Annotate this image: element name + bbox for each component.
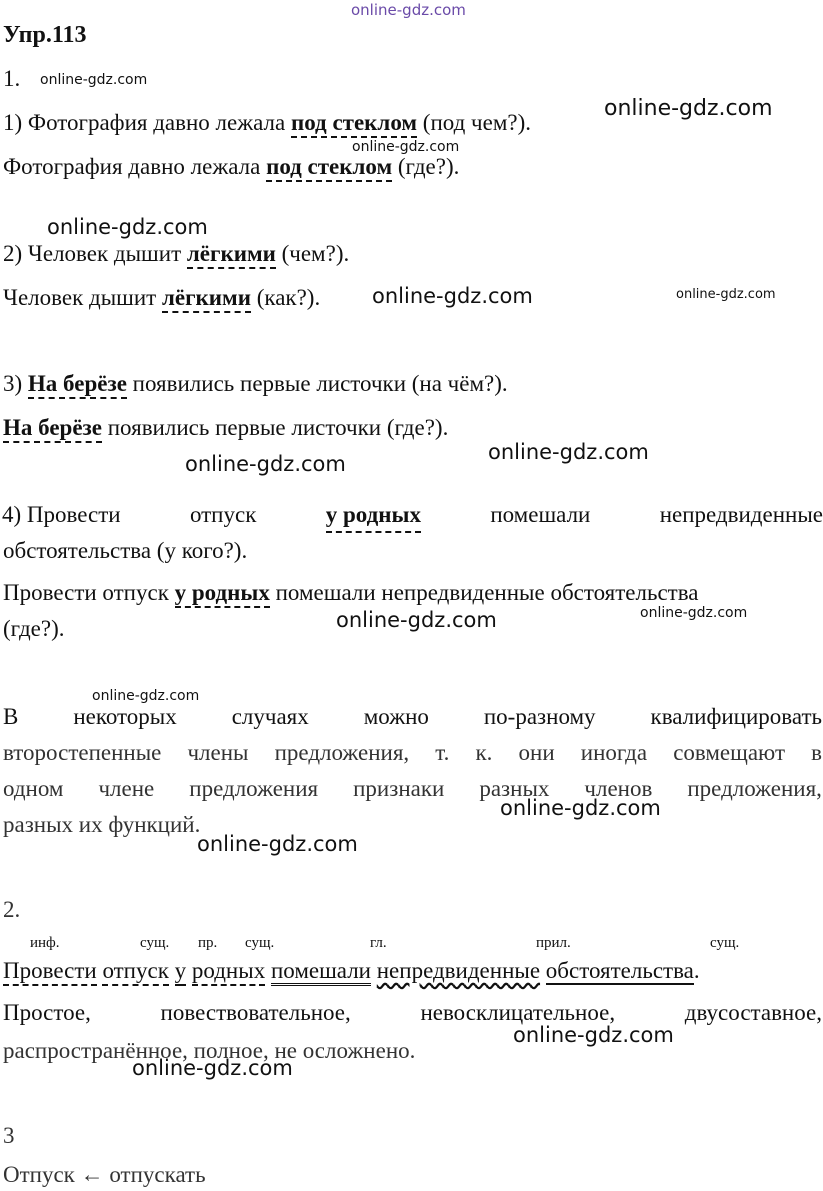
note-line-3: одном члене предложения признаки разных членов предложения,	[3, 776, 822, 801]
pos-label: сущ.	[140, 935, 170, 951]
sentence-2b: Человек дышит лёгкими (как?).	[3, 283, 320, 313]
note-line-1: В некоторых случаях можно по-разному квалифицировать	[3, 704, 822, 729]
pos-label: инф.	[30, 935, 60, 951]
sentence-1a: 1) Фотография давно лежала под стеклом (под чем?).	[3, 108, 531, 138]
sentence-2a: 2) Человек дышит лёгкими (чем?).	[3, 239, 349, 269]
pos-label: пр.	[198, 935, 218, 951]
watermark: online-gdz.com	[197, 832, 358, 856]
sentence-3a: 3) На берёзе появились первые листочки (на чём?).	[3, 369, 508, 399]
sentence-4a-line1: 4) Провести отпуск у родных помешали непредвиденные	[0, 500, 823, 533]
exercise-title: Упр.113	[3, 22, 87, 48]
watermark: online-gdz.com	[132, 1056, 293, 1080]
pos-label: гл.	[370, 935, 387, 951]
watermark: online-gdz.com	[47, 215, 208, 239]
pos-label: сущ.	[245, 935, 275, 951]
note-line-2: второстепенные члены предложения, т. к. они иногда совмещают в	[3, 740, 822, 765]
watermark: online-gdz.com	[513, 1023, 674, 1047]
sentence-1b: Фотография давно лежала под стеклом (где?).	[3, 152, 459, 182]
section-number: 3	[3, 1123, 15, 1148]
watermark: online-gdz.com	[640, 605, 748, 621]
watermark: online-gdz.com	[40, 72, 148, 88]
parsed-sentence: Провести отпуск у родных помешали непредвиденные обстоятельства.	[3, 956, 700, 986]
word-formation: Отпуск ← отпускать	[3, 1162, 206, 1187]
sentence-3b: На берёзе появились первые листочки (где?).	[3, 413, 448, 443]
section-number: 2.	[3, 897, 21, 922]
watermark: online-gdz.com	[336, 608, 497, 632]
watermark: online-gdz.com	[604, 96, 773, 121]
sentence-4b-line1: Провести отпуск у родных помешали непредвиденные обстоятельства	[3, 578, 699, 608]
pos-label: прил.	[536, 935, 571, 951]
sentence-4a-line2: обстоятельства (у кого?).	[3, 538, 248, 563]
description-line-2: распространённое, полное, не осложнено.	[3, 1038, 416, 1063]
watermark: online-gdz.com	[372, 284, 533, 308]
pos-label: сущ.	[710, 935, 740, 951]
watermark: online-gdz.com	[676, 287, 776, 302]
section-number: 1.	[3, 66, 21, 91]
description-line-1: Простое, повествовательное, невосклицательное, двусоставное,	[3, 1000, 822, 1025]
sentence-4b-line2: (где?).	[3, 616, 65, 641]
watermark: online-gdz.com	[500, 796, 661, 820]
watermark: online-gdz.com	[92, 688, 200, 704]
note-line-4: разных их функций.	[3, 812, 201, 837]
watermark: online-gdz.com	[185, 452, 346, 476]
watermark: online-gdz.com	[488, 440, 649, 464]
watermark: online-gdz.com	[351, 1, 466, 19]
watermark: online-gdz.com	[352, 139, 460, 155]
